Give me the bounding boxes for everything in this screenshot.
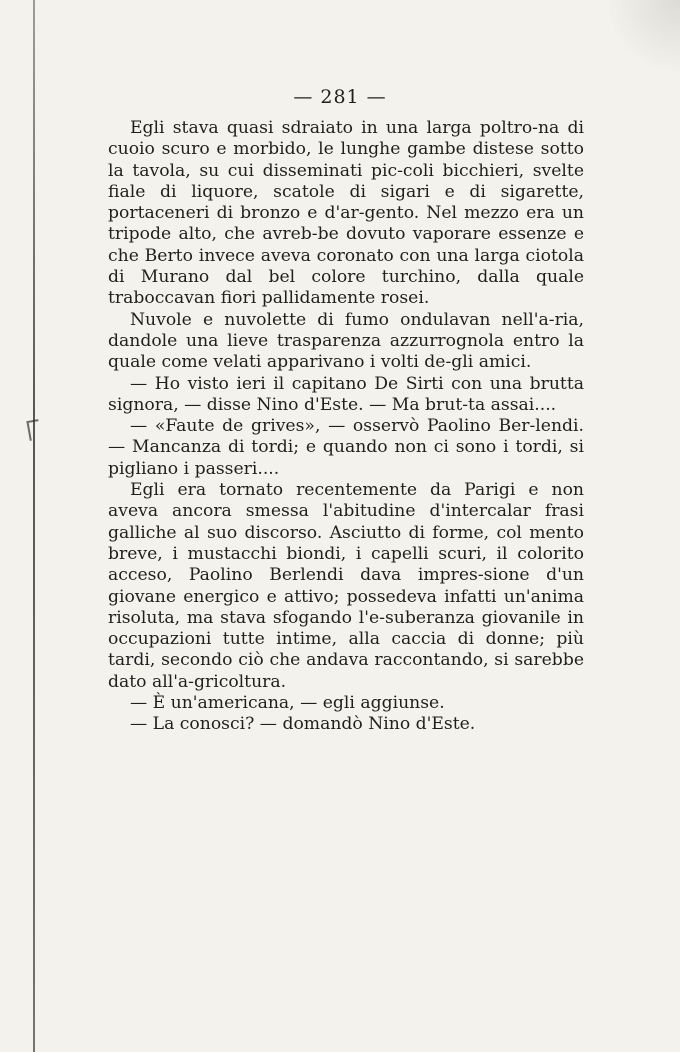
paragraph: Egli era tornato recentemente da Parigi e non aveva ancora smessa l'abitudine d'intercalar frasi galliche al suo discorso. Asciutto di forme, col mento breve, i mustacchi biondi, i capelli scuri, il colorito acceso, Paolino Berlendi dava impres-sione d'un giovane energico e attivo; possedeva infatti un'anima risoluta, ma stava sfogando l'e-suberanza giovanile in occupazioni tutte intime, alla caccia di donne; più tardi, secondo ciò che andava raccontando, si sarebbe dato all'a-gricoltura. — [108, 480, 584, 692]
page-corner-shadow — [610, 0, 680, 80]
paragraph: Nuvole e nuvolette di fumo ondulavan nell'a-ria, dandole una lieve trasparenza azzurrognola entro la quale come velati apparivano i volti de-gli amici. — [108, 309, 584, 373]
paragraph: — Ho visto ieri il capitano De Sirti con una brutta signora, — disse Nino d'Este. — Ma brut-ta assai.... — [108, 373, 584, 415]
page-number: — 281 — — [293, 86, 387, 108]
paragraph: — È un'americana, — egli aggiunse. — [130, 693, 445, 714]
paragraph: — «Faute de grives», — osservò Paolino Ber-lendi. — Mancanza di tordi; e quando non ci sono i tordi, si pigliano i passeri.... — [108, 416, 584, 479]
margin-mark — [26, 419, 41, 441]
book-spine-edge — [33, 0, 35, 1052]
paragraph: — La conosci? — domandò Nino d'Este. — [130, 714, 476, 735]
page-body — [108, 118, 584, 736]
paragraph: Egli stava quasi sdraiato in una larga poltro-na di cuoio scuro e morbido, le lunghe gambe distese sotto la tavola, su cui disseminati pic-coli bicchieri, svelte fiale di liquore, scatole di sigari e di sigarette, portaceneri di bronzo e d'ar-gento. Nel mezzo era un tripode alto, che avreb-be dovuto vaporare essenze e che Berto invece aveva coronato con una larga ciotola di Murano dal bel colore turchino, dalla quale traboccavan fiori pallidamente rosei. — [108, 118, 584, 309]
